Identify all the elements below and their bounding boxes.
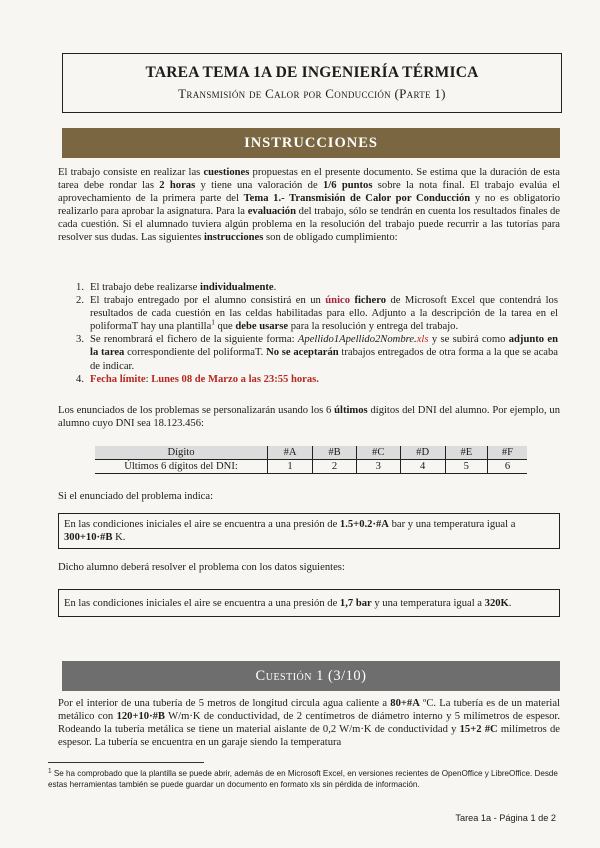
table-row: Últimos 6 dígitos del DNI: 1 2 3 4 5 6: [95, 460, 527, 474]
dni-paragraph: Los enunciados de los problemas se personalizarán usando los 6 últimos dígitos del DNI del alumno. Por ejemplo, un alumno cuyo DNI sea 18.123.456:: [58, 405, 560, 430]
instructions-list: [58, 281, 558, 386]
dni-digits-table: [95, 446, 527, 474]
title-box: [62, 53, 562, 113]
page-title: TAREA TEMA 1A DE INGENIERÍA TÉRMICA: [145, 64, 479, 81]
question1-heading: Cuestión 1 (3/10): [62, 661, 560, 691]
footnote: $^1$ Se ha comprobado que la plantilla se puede abrir, además de en Microsoft Excel, en versiones recientes de OpenOffice y LibreOffice. Desde estas herramientas también se puede guardar un documento en formato xls sin pérdida de información.: [48, 767, 558, 789]
example-intro: Si el enunciado del problema indica:: [58, 491, 214, 502]
example-result-box: En las condiciones iniciales el aire se encuentra a una presión de 1,7 bar y una temperatura igual a 320K.: [58, 589, 560, 617]
example-then: Dicho alumno deberá resolver el problema con los datos siguientes:: [58, 562, 345, 573]
list-item: 3. Se renombrará el fichero de la siguiente forma: Apellido1Apellido2Nombre.xls y se subirá como adjunto en la tarea correspondiente del poliformaT. No se aceptarán trabajos entregados de otra forma a la que se acaba de indicar.: [76, 334, 558, 372]
list-item: 2. El trabajo entregado por el alumno consistirá en un único fichero de Microsoft Excel que contendrá los resultados de cada cuestión en las celdas habilitadas para ello. Adjunto a la descripción de la tarea en el poliformaT hay una plantilla$^1$ que debe usarse para la resolución y entrega del trabajo.: [76, 295, 558, 333]
question1-text: Por el interior de una tubería de 5 metros de longitud circula agua caliente a 80+#A ºC. La tubería es de un material metálico con 120+10·#B W/m·K de conductividad, de 2 centímetros de diámetro interno y 5 milímetros de espesor. Rodeando la tubería metálica se tiene un material aislante de 0,2 W/m·K de conductividad y 15+2 #C milímetros de espesor. La tubería se encuentra en un garaje siendo la temperatura: [58, 698, 561, 749]
footnote-divider: [48, 762, 204, 763]
table-header-row: Dígito #A #B #C #D #E #F: [95, 446, 527, 460]
list-item: 4. Fecha límite: Lunes 08 de Marzo a las 23:55 horas.: [76, 373, 319, 385]
list-item: 1. El trabajo debe realizarse individualmente.: [76, 282, 277, 293]
page-subtitle: Transmisión de Calor por Conducción (Parte 1): [178, 86, 446, 101]
instructions-intro: El trabajo consiste en realizar las cuestiones propuestas en el presente documento. Se estima que la duración de esta tarea debe rondar las 2 horas y tiene una valoración de 1/6 puntos sobre la nota final. El trabajo evalúa el aprovechamiento de la primera parte del Tema 1.- Transmisión de Calor por Conducción y no es obligatorio realizarlo para aprobar la asignatura. Para la evaluación del trabajo, sólo se tendrán en cuenta los resultados finales de cada cuestión. Si el alumnado tuviera algún problema en la resolución del trabajo puede recurrir a las tutorías para resolver sus dudas. Las siguientes instrucciones son de obligado cumplimiento:: [58, 167, 561, 244]
instructions-heading: INSTRUCCIONES: [62, 128, 560, 158]
page-number: Tarea 1a - Página 1 de 2: [455, 813, 556, 823]
example-statement-box: En las condiciones iniciales el aire se encuentra a una presión de 1.5+0.2·#A bar y una temperatura igual a 300+10·#B K.: [58, 513, 560, 549]
